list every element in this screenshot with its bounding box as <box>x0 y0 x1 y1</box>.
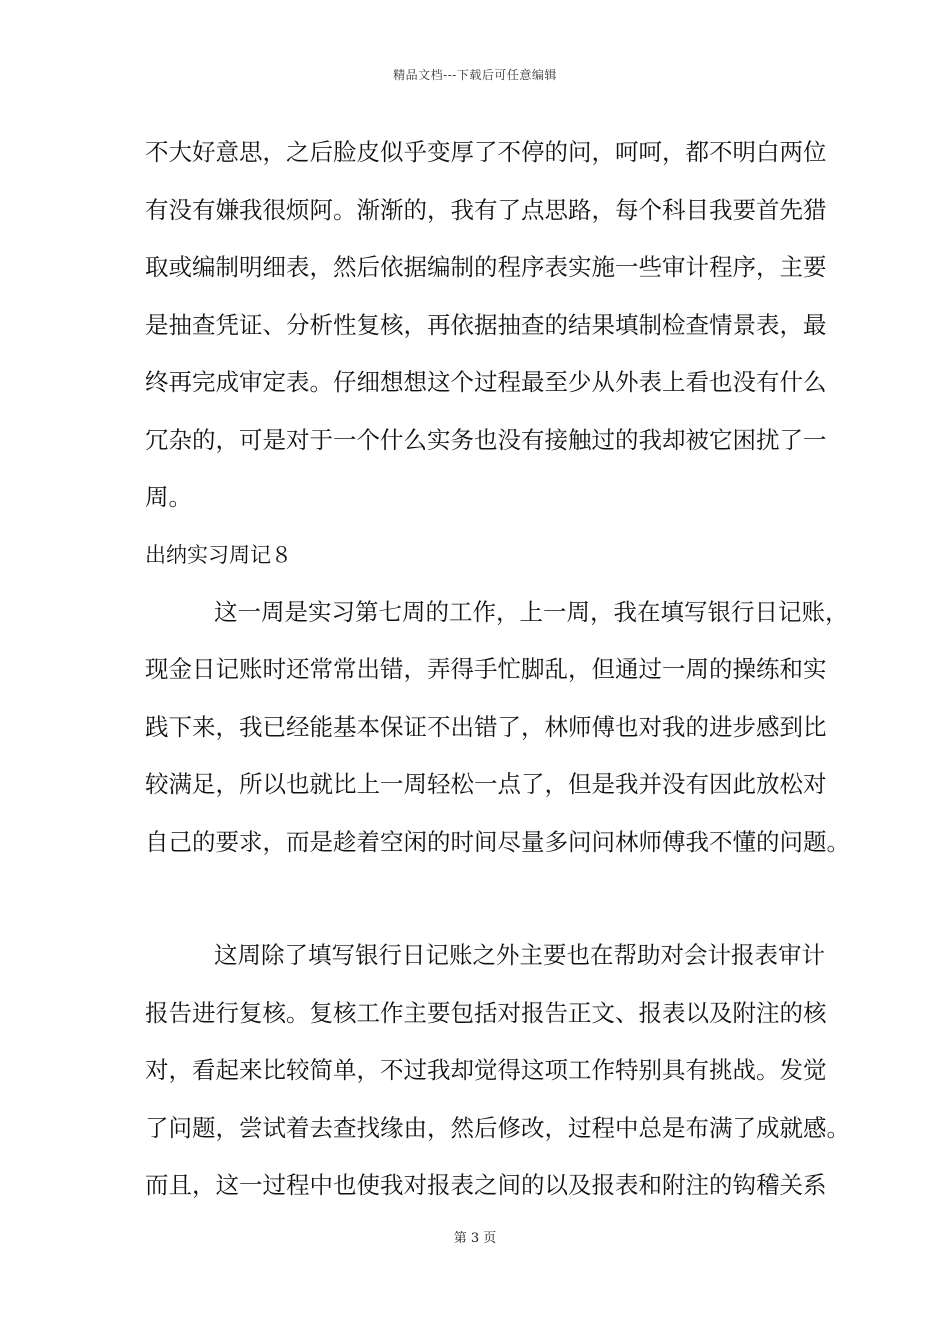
section-heading: 出纳实习周记８ <box>145 542 292 567</box>
document-body <box>145 124 850 1215</box>
paragraph-line: 终再完成审定表。仔细想想这个过程最至少从外表上看也没有什么 <box>145 368 827 396</box>
paragraph-line: 取或编制明细表，然后依据编制的程序表实施一些审计程序，主要 <box>145 253 827 281</box>
paragraph-line: 有没有嫌我很烦阿。渐渐的，我有了点思路，每个科目我要首先猎 <box>145 195 827 224</box>
paragraph-line: 不大好意思，之后脸皮似乎变厚了不停的问，呵呵，都不明白两位 <box>145 138 827 166</box>
paragraph-2 <box>145 584 850 872</box>
paragraph-line: 这周除了填写银行日记账之外主要也在帮助对会计报表审计 <box>214 941 825 969</box>
paragraph-line: 周。 <box>145 483 192 511</box>
paragraph-line: 践下来，我已经能基本保证不出错了，林师傅也对我的进步感到比 <box>145 712 827 741</box>
paragraph-line: 自己的要求，而是趁着空闲的时间尽量多问问林师傅我不懂的问题。 <box>145 827 850 856</box>
paragraph-3 <box>145 927 850 1215</box>
paragraph-line: 冗杂的，可是对于一个什么实务也没有接触过的我却被它困扰了一 <box>145 425 827 454</box>
page-number: 第 3 页 <box>453 1231 497 1246</box>
page-header: 精品文档---下载后可任意编辑 <box>393 68 557 82</box>
paragraph-line: 对，看起来比较简单，不过我却觉得这项工作特别具有挑战。发觉 <box>145 1056 827 1084</box>
paragraph-line: 现金日记账时还常常出错，弄得手忙脚乱，但通过一周的操练和实 <box>145 655 827 683</box>
paragraph-1 <box>145 124 827 527</box>
paragraph-line: 这一周是实习第七周的工作，上一周，我在填写银行日记账， <box>214 597 849 626</box>
paragraph-line: 而且，这一过程中也使我对报表之间的以及报表和附注的钩稽关系 <box>145 1171 827 1199</box>
paragraph-line: 报告进行复核。复核工作主要包括对报告正文、报表以及附注的核 <box>145 998 827 1027</box>
paragraph-line: 了问题，尝试着去查找缘由，然后修改，过程中总是布满了成就感。 <box>145 1113 850 1142</box>
paragraph-line: 是抽查凭证、分析性复核，再依据抽查的结果填制检查情景表，最 <box>145 310 827 339</box>
paragraph-spacer <box>145 871 810 927</box>
paragraph-line: 较满足，所以也就比上一周轻松一点了，但是我并没有因此放松对 <box>145 770 827 798</box>
